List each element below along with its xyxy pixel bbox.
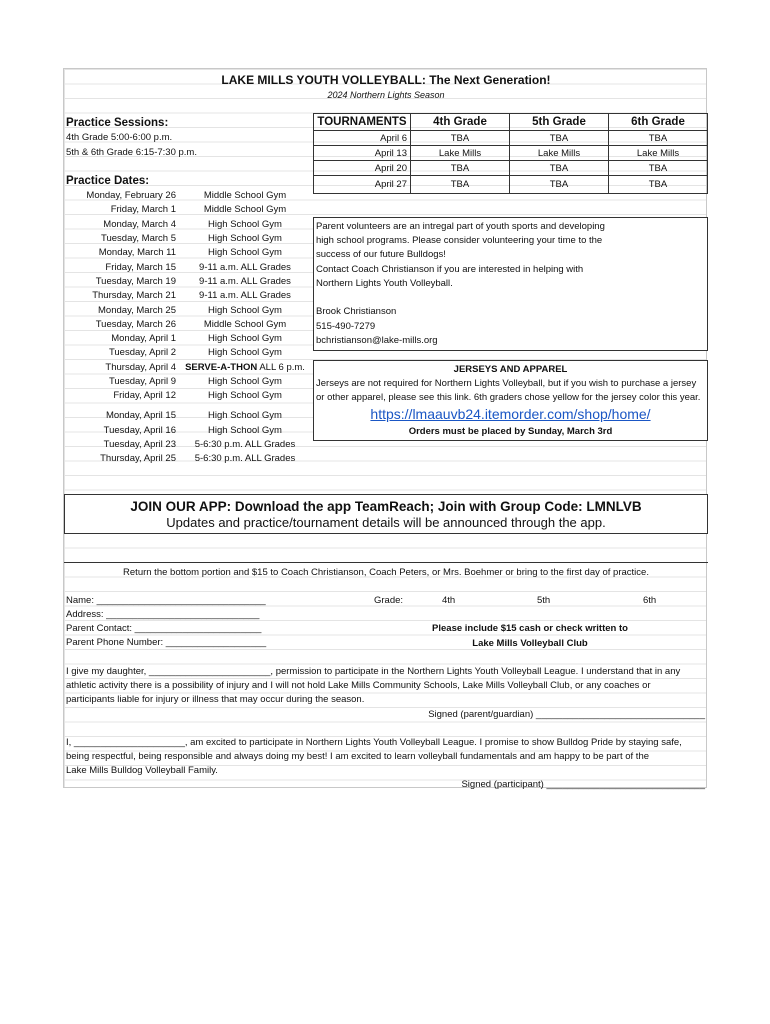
practice-date: Monday, March 11 xyxy=(98,247,176,258)
practice-date: Monday, March 25 xyxy=(98,305,176,316)
tournament-date: April 20 xyxy=(314,161,411,176)
tournament-col-header: 5th Grade xyxy=(510,114,609,131)
tournament-cell: TBA xyxy=(510,131,609,146)
parent-signature-line[interactable]: Signed (parent/guardian) ________________________________ xyxy=(428,709,705,720)
practice-location xyxy=(180,362,310,373)
practice-date: Tuesday, March 5 xyxy=(101,233,176,244)
practice-location: High School Gym xyxy=(208,219,282,230)
practice-date: Friday, April 12 xyxy=(113,390,176,401)
practice-date: Tuesday, April 9 xyxy=(108,376,176,387)
practice-date: Tuesday, April 2 xyxy=(108,347,176,358)
tournament-cell: TBA xyxy=(609,176,708,194)
address-field[interactable]: Address: _____________________________ xyxy=(66,609,260,620)
tournament-date: April 27 xyxy=(314,176,411,194)
practice-location: Middle School Gym xyxy=(203,190,287,201)
practice-date: Monday, April 15 xyxy=(105,410,176,421)
practice-date: Thursday, March 21 xyxy=(92,290,176,301)
apparel-link-row xyxy=(314,406,707,422)
practice-location: High School Gym xyxy=(208,390,282,401)
tournament-cell: TBA xyxy=(510,176,609,194)
pledge-text: Lake Mills Bulldog Volleyball Family. xyxy=(66,765,218,776)
volunteer-text: success of our future Bulldogs! xyxy=(316,249,446,260)
tournament-col-header: 4th Grade xyxy=(411,114,510,131)
practice-date: Thursday, April 25 xyxy=(100,453,176,464)
jerseys-text: Jerseys are not required for Northern Lights Volleyball, but if you wish to purchase a jersey xyxy=(316,378,697,389)
practice-location: 9-11 a.m. ALL Grades xyxy=(199,276,291,287)
tournament-cell: TBA xyxy=(411,176,510,194)
practice-location: High School Gym xyxy=(208,376,282,387)
payment-note: Please include $15 cash or check written to xyxy=(432,623,628,634)
tournament-date: April 6 xyxy=(314,131,411,146)
serve-a-thon-label: SERVE-A-THON xyxy=(185,362,258,373)
tournament-date: April 13 xyxy=(314,146,411,161)
parent-phone-field[interactable]: Parent Phone Number: ___________________ xyxy=(66,637,267,648)
practice-location: High School Gym xyxy=(208,233,282,244)
tournament-cell: TBA xyxy=(411,131,510,146)
practice-location: 9-11 a.m. ALL Grades xyxy=(199,290,291,301)
tournament-cell: TBA xyxy=(609,161,708,176)
volunteer-text: Northern Lights Youth Volleyball. xyxy=(316,278,453,289)
practice-date: Tuesday, March 26 xyxy=(95,319,176,330)
tournament-cell: Lake Mills xyxy=(411,146,510,161)
jerseys-box xyxy=(313,360,708,441)
contact-name: Brook Christianson xyxy=(316,306,397,317)
payment-payee: Lake Mills Volleyball Club xyxy=(472,638,588,649)
practice-date: Monday, March 4 xyxy=(103,219,176,230)
volunteer-text: Contact Coach Christianson if you are interested in helping with xyxy=(316,264,584,275)
practice-date: Tuesday, March 19 xyxy=(95,276,176,287)
practice-date: Tuesday, April 23 xyxy=(103,439,176,450)
practice-location: Middle School Gym xyxy=(203,319,287,330)
practice-location: 5-6:30 p.m. ALL Grades xyxy=(194,439,296,450)
grade-option-5th[interactable]: 5th xyxy=(537,595,551,606)
practice-dates-heading: Practice Dates: xyxy=(66,175,150,187)
page-subtitle: 2024 Northern Lights Season xyxy=(327,90,445,100)
tournament-cell: TBA xyxy=(411,161,510,176)
practice-location: High School Gym xyxy=(208,305,282,316)
serve-a-thon-time: ALL 6 p.m. xyxy=(259,362,305,373)
participant-signature-line[interactable]: Signed (participant) ______________________________ xyxy=(461,779,705,790)
practice-location: High School Gym xyxy=(208,410,282,421)
table-row xyxy=(314,131,708,146)
flyer-sheet xyxy=(63,68,707,788)
pledge-text: being respectful, being responsible and always doing my best! I am excited to learn volleyball fundamentals and am happy to be part of the xyxy=(66,751,650,762)
practice-location: High School Gym xyxy=(208,347,282,358)
app-banner xyxy=(64,494,708,534)
practice-location: 5-6:30 p.m. ALL Grades xyxy=(194,453,296,464)
permission-text: I give my daughter, _______________________, permission to participate in the Northern Lights Youth Volleyball League. I understand that in any xyxy=(66,666,681,677)
practice-location: Middle School Gym xyxy=(203,204,287,215)
tournament-cell: Lake Mills xyxy=(510,146,609,161)
tournament-table xyxy=(313,113,708,194)
name-field[interactable]: Name: ________________________________ xyxy=(66,595,266,606)
grade-label: Grade: xyxy=(374,595,404,606)
grade-option-6th[interactable]: 6th xyxy=(643,595,657,606)
tournament-col-header: 6th Grade xyxy=(609,114,708,131)
practice-date: Monday, February 26 xyxy=(86,190,176,201)
practice-date: Thursday, April 4 xyxy=(105,362,176,373)
practice-date: Tuesday, April 16 xyxy=(103,425,176,436)
order-deadline: Orders must be placed by Sunday, March 3rd xyxy=(408,426,613,437)
grade-option-4th[interactable]: 4th xyxy=(442,595,456,606)
practice-sessions-heading: Practice Sessions: xyxy=(66,117,169,129)
practice-date: Monday, April 1 xyxy=(111,333,176,344)
registration-form xyxy=(64,562,708,788)
practice-location: High School Gym xyxy=(208,425,282,436)
permission-text: athletic activity there is a possibility of injury and I will not hold Lake Mills Community Schools, Lake Mills Volleyball Club, or any coaches or xyxy=(66,680,651,691)
tournament-cell: Lake Mills xyxy=(609,146,708,161)
practice-date: Friday, March 15 xyxy=(105,262,176,273)
contact-phone: 515-490-7279 xyxy=(316,321,376,332)
contact-email[interactable]: bchristianson@lake-mills.org xyxy=(316,335,438,346)
practice-location: 9-11 a.m. ALL Grades xyxy=(199,262,291,273)
table-row xyxy=(314,176,708,194)
apparel-shop-link[interactable]: https://lmaauvb24.itemorder.com/shop/home/ xyxy=(370,406,651,422)
volunteer-text: high school programs. Please consider volunteering your time to the xyxy=(316,235,603,246)
return-note: Return the bottom portion and $15 to Coach Christianson, Coach Peters, or Mrs. Boehmer or bring to the first day of practice. xyxy=(123,567,649,578)
jerseys-text: or other apparel, please see this link. 6th graders chose yellow for the jersey color this year. xyxy=(316,392,701,403)
practice-date: Friday, March 1 xyxy=(110,204,176,215)
volunteer-text: Parent volunteers are an intregal part of youth sports and developing xyxy=(316,221,605,232)
table-row xyxy=(314,161,708,176)
tournament-cell: TBA xyxy=(510,161,609,176)
tournament-col-header: TOURNAMENTS xyxy=(314,114,411,131)
tournament-cell: TBA xyxy=(609,131,708,146)
page-title: LAKE MILLS YOUTH VOLLEYBALL: The Next Generation! xyxy=(221,73,551,87)
jerseys-heading: JERSEYS AND APPAREL xyxy=(453,364,568,375)
practice-session-line: 4th Grade 5:00-6:00 p.m. xyxy=(66,132,173,143)
practice-location: High School Gym xyxy=(208,333,282,344)
practice-location: High School Gym xyxy=(208,247,282,258)
permission-text: participants liable for injury or illness that may occur during the season. xyxy=(66,694,365,705)
practice-session-line: 5th & 6th Grade 6:15-7:30 p.m. xyxy=(66,147,197,158)
parent-contact-field[interactable]: Parent Contact: ________________________ xyxy=(66,623,262,634)
app-join-line: JOIN OUR APP: Download the app TeamReach; Join with Group Code: LMNLVB xyxy=(130,499,642,514)
app-updates-line: Updates and practice/tournament details will be announced through the app. xyxy=(166,515,606,530)
tournament-header-row xyxy=(314,114,708,131)
table-row xyxy=(314,146,708,161)
pledge-text: I, _____________________, am excited to participate in Northern Lights Youth Volleyball League. I promise to show Bulldog Pride by staying safe, xyxy=(66,737,682,748)
volunteer-box xyxy=(313,217,708,351)
